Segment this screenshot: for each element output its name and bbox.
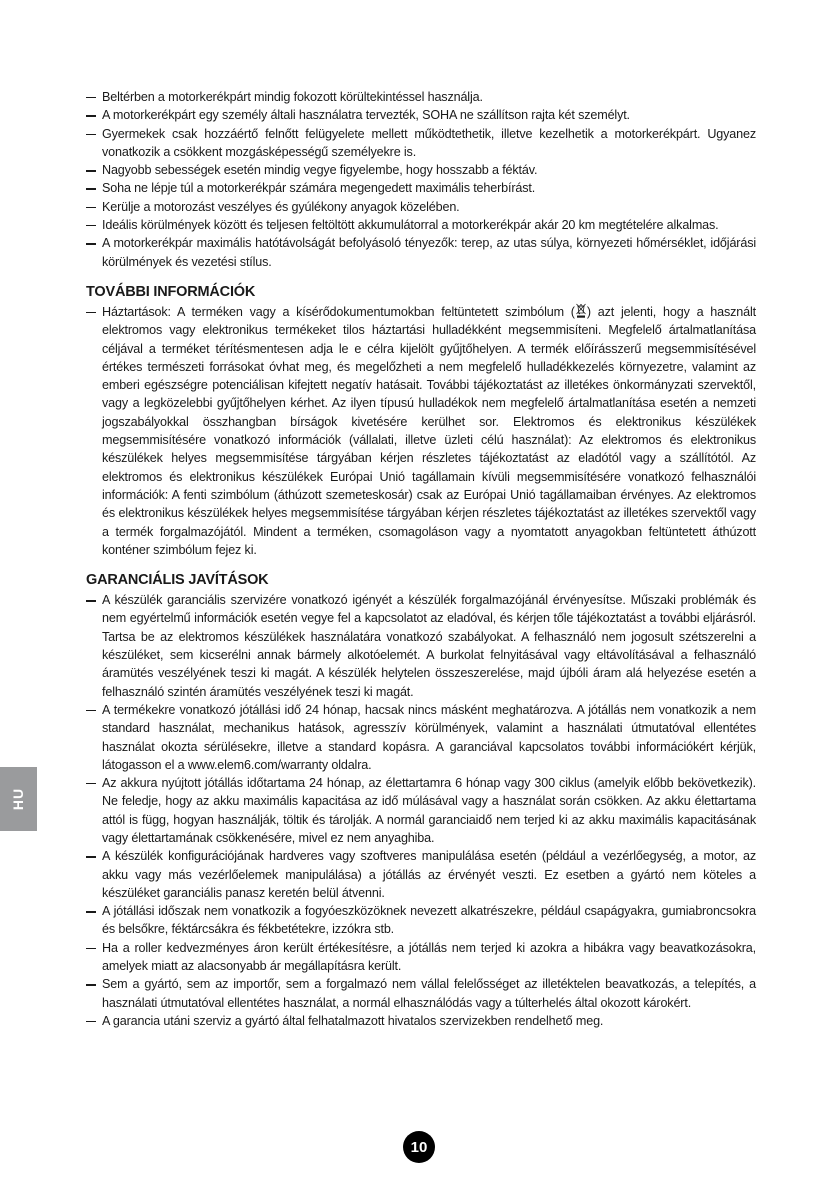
list-item-text: Ideális körülmények között és teljesen feltöltött akkumulátorral a motorkerékpár akár 20 km megtételére alkalmas. <box>102 218 719 233</box>
list-item-text: A termékekre vonatkozó jótállási idő 24 hónap, hacsak nincs másként meghatározva. A jótállás nem vonatkozik a nem standard használat, mechanikus hatások, agresszív körülmények, valamint a használati útmutatóval ellentétes használat okozta sérülésekre, illetve a standard kopásra. A garanciával kapcsolatos további információkért kérjük, látogasson el a www.elem6.com/warranty oldalra. <box>102 702 756 772</box>
list-item-text: Beltérben a motorkerékpárt mindig fokozott körültekintéssel használja. <box>102 90 483 104</box>
list-item <box>86 88 756 106</box>
further-info-list <box>86 303 756 559</box>
list-item-text: Háztartások: A terméken vagy a kísérődokumentumokban feltüntetett szimbólum ( <box>102 304 575 319</box>
list-item <box>86 847 756 902</box>
list-item <box>86 198 756 216</box>
list-item <box>86 591 756 701</box>
list-item <box>86 125 756 162</box>
list-item <box>86 179 756 197</box>
list-item <box>86 161 756 179</box>
list-item-text: A motorkerékpárt egy személy általi használatra tervezték, SOHA ne szállítson rajta két személyt. <box>102 108 630 123</box>
list-item-text: Soha ne lépje túl a motorkerékpár számára megengedett maximális teherbírást. <box>102 181 536 196</box>
list-item <box>86 303 756 559</box>
warranty-list <box>86 591 756 1030</box>
list-item-text: A garancia utáni szerviz a gyártó által felhatalmazott hivatalos szervizekben rendelhető meg. <box>102 1013 604 1028</box>
list-item <box>86 234 756 271</box>
list-item-text: A készülék konfigurációjának hardveres vagy szoftveres manipulálása esetén (például a vezérlőegység, a motor, az akku vagy más vezérlőelemek manipulálása) a jótállás az érvényét veszti. Ez esetben a gyártó nem köteles a készüléket garanciális panasz keretén belül átvenni. <box>102 849 756 900</box>
list-item-text: Gyermekek csak hozzáértő felnőtt felügyelete mellett működtethetik, illetve kezelhetik a motorkerékpárt. Ugyanez vonatkozik a csökkent mozgásképességű személyekre is. <box>102 126 756 159</box>
list-item <box>86 1012 756 1030</box>
list-item-text: A motorkerékpár maximális hatótávolságát befolyásoló tényezők: terep, az utas súlya, környezeti hőmérséklet, időjárási körülmények és vezetési stílus. <box>102 236 756 269</box>
crossed-out-wheelie-bin-icon <box>575 303 587 319</box>
list-item-text: Az akkura nyújtott jótállás időtartama 24 hónap, az élettartamra 6 hónap vagy 300 ciklus (amelyik előbb bekövetkezik). Ne feledje, hogy az akku maximális kapacitása az idő múlásával vagy a használat során csökken. Az akku élettartama attól is függ, hogyan használják, töltik és tárolják. A normál garanciaidő nem terjed ki az akku maximális kapacitásának vagy élettartamának csökkenésére, mivel ez nem anyaghiba. <box>102 776 756 845</box>
page-number-badge: 10 <box>403 1131 435 1163</box>
language-tab <box>0 767 37 831</box>
list-item-text: Ha a roller kedvezményes áron került értékesítésre, a jótállás nem terjed ki azokra a hibákra vagy beavatkozásokra, amelyek miatt az alacsonyabb ár megállapításra került. <box>102 940 756 974</box>
list-item <box>86 106 756 124</box>
list-item-text: A készülék garanciális szervizére vonatkozó igényét a készülék forgalmazójánál érvényesítse. Műszaki problémák és nem egyértelmű információk esetén vegye fel a kapcsolatot az eladóval, és kérjen tőle tájékoztatást a további eljárásról. Tartsa be az elektromos készülékek használatára vonatkozó szabályokat. A felhasználó nem jogosult szétszerelni a készüléket, sem kicserélni annak bármely alkotóelemét. A burkolat felnyitásával vagy eltávolításával a felhasználó áramütés veszélyének teszi ki magát. A készülék helytelen összeszerelése, majd újbóli áram alá helyezése esetén a felhasználó szintén áramütés veszélyének teszi ki magát. <box>102 593 756 699</box>
list-item <box>86 975 756 1012</box>
list-item-text: Nagyobb sebességek esetén mindig vegye figyelembe, hogy hosszabb a féktáv. <box>102 163 538 178</box>
list-item-text: ) azt jelenti, hogy a használt elektromos vagy elektronikus termékeket tilos háztartási hulladékként megsemmisíteni. Megfelelő ártalmatlanítása céljával a terméket térítésmentesen adja le e célra kijelölt gyűjtőhelyen. A termék előírásszerű megsemmisítésével értékes természeti forrásokat óvhat meg, és megelőzheti a nem megfelelő hulladékkezelés környezetre, valamint az emberi egészségre potenciálisan kifejtett negatív hatásait. További tájékoztatást az illetékes önkormányzati szervektől, vagy a legközelebbi gyűjtőhelyen kérhet. Az ilyen típusú hulladékok nem megfelelő ártalmatlanítása esetén a nemzeti jogszabályokkal összhangban bírságok kivetésére kerülhet sor. Elektromos és elektronikus készülékek megsemmisítésére vonatkozó információk (vállalati, illetve üzleti célú használat): Az elektromos és elektronikus készülékek helyes megsemmisítése tárgyában kérjen részletes tájékoztatást az eladótól vagy a szállítótól. Az elektromos és elektronikus készülékek Európai Unió tagállamain kívüli megsemmisítésére vonatkozó felhasználói információk: A fenti szimbólum (áthúzott szemeteskosár) csak az Európai Unió tagállamaiban érvényes. Az elektromos és elektronikus készülékek helyes megsemmisítése tárgyában kérjen részletes tájékoztatást az illetékes szervektől vagy a termék forgalmazójától. Mindent a terméken, csomagoláson vagy a nyomtatott anyagokban feltüntetett áthúzott konténer szimbólum fejez ki. <box>102 304 756 557</box>
list-item <box>86 939 756 976</box>
section-heading-further-info: TOVÁBBI INFORMÁCIÓK <box>86 283 256 300</box>
list-item-text: A jótállási időszak nem vonatkozik a fogyóeszközöknek nevezett alkatrészekre, például csapágyakra, gumiabroncsokra és belsőkre, féktárcsákra és fékbetétekre, izzókra stb. <box>102 904 756 937</box>
list-item <box>86 216 756 234</box>
list-item <box>86 902 756 939</box>
page-content <box>86 88 756 1030</box>
section-heading-warranty: GARANCIÁLIS JAVÍTÁSOK <box>86 572 269 589</box>
list-item <box>86 774 756 847</box>
list-item-text: Kerülje a motorozást veszélyes és gyúlékony anyagok közelében. <box>102 199 460 214</box>
language-tab-label: HU <box>10 787 27 811</box>
safety-list <box>86 88 756 271</box>
list-item <box>86 701 756 774</box>
list-item-text: Sem a gyártó, sem az importőr, sem a forgalmazó nem vállal felelősséget az illetéktelen beavatkozás, a telepítés, a használati útmutatóval ellentétes használat, a normál elhasználódás vagy a túlterhelés által okozott károkért. <box>102 977 756 1010</box>
